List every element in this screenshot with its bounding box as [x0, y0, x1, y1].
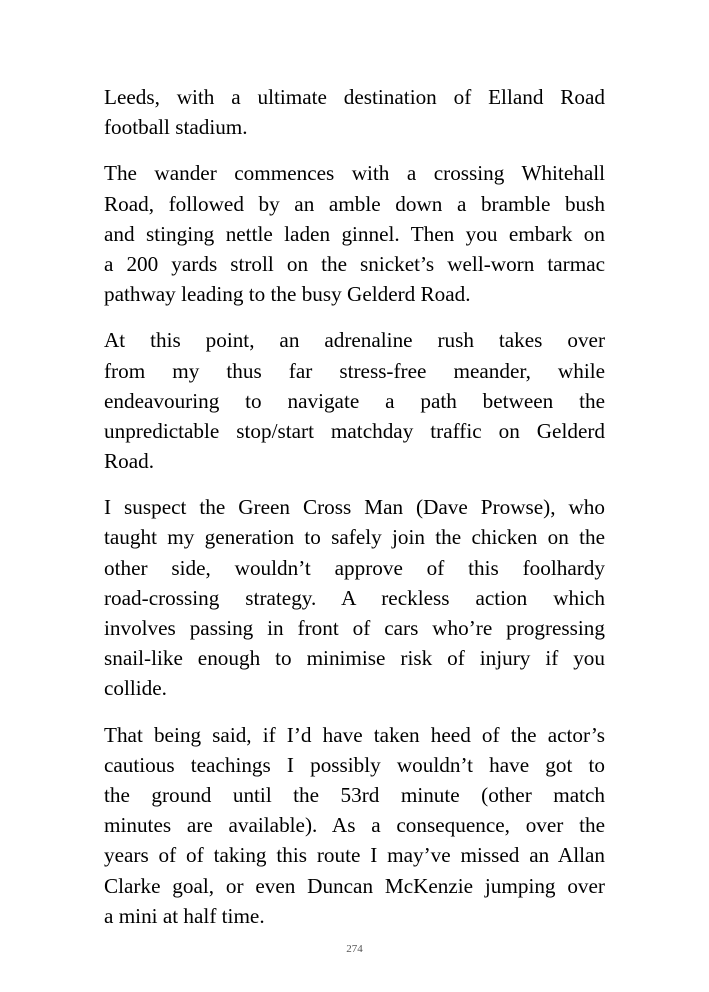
body-text	[104, 82, 605, 947]
text-line: Clarke goal, or even Duncan McKenzie jumping over	[104, 873, 605, 898]
text-line: endeavouring to navigate a path between the	[104, 388, 605, 413]
text-line: and stinging nettle laden ginnel. Then you embark on	[104, 221, 605, 246]
text-line: minutes are available). As a consequence, over the	[104, 813, 605, 838]
paragraph-1	[104, 82, 605, 142]
text-line: road-crossing strategy. A reckless action which	[104, 585, 605, 610]
paragraph-4	[104, 492, 605, 703]
text-line: a 200 yards stroll on the snicket’s well-worn tarmac	[104, 251, 605, 276]
text-line: I suspect the Green Cross Man (Dave Prowse), who	[104, 495, 605, 520]
text-line: The wander commences with a crossing Whitehall	[104, 161, 605, 186]
text-line: involves passing in front of cars who’re progressing	[104, 616, 605, 640]
text-line: the ground until the 53rd minute (other match	[104, 782, 605, 807]
text-line: Road, followed by an amble down a bramble bush	[104, 191, 605, 216]
text-line: Road.	[104, 449, 155, 474]
text-line: pathway leading to the busy Gelderd Road.	[104, 282, 471, 307]
page-number: 274	[346, 943, 363, 955]
text-line: unpredictable stop/start matchday traffic on Gelderd	[104, 418, 605, 443]
text-line: cautious teachings I possibly wouldn’t have got to	[104, 752, 605, 777]
text-line: Leeds, with a ultimate destination of Elland Road	[104, 85, 605, 109]
text-line: collide.	[104, 676, 167, 701]
text-line: taught my generation to safely join the chicken on the	[104, 525, 605, 550]
paragraph-2	[104, 158, 605, 309]
text-line: from my thus far stress-free meander, while	[104, 358, 605, 383]
text-line: That being said, if I’d have taken heed of the actor’s	[104, 722, 605, 747]
paragraph-3	[104, 325, 605, 476]
text-line: a mini at half time.	[104, 903, 265, 928]
text-line: snail-like enough to minimise risk of injury if you	[104, 646, 605, 671]
text-line: other side, wouldn’t approve of this foolhardy	[104, 555, 605, 580]
text-line: At this point, an adrenaline rush takes over	[104, 328, 605, 353]
text-line: years of of taking this route I may’ve missed an Allan	[104, 843, 605, 868]
paragraph-5	[104, 720, 605, 931]
text-line: football stadium.	[104, 115, 248, 140]
